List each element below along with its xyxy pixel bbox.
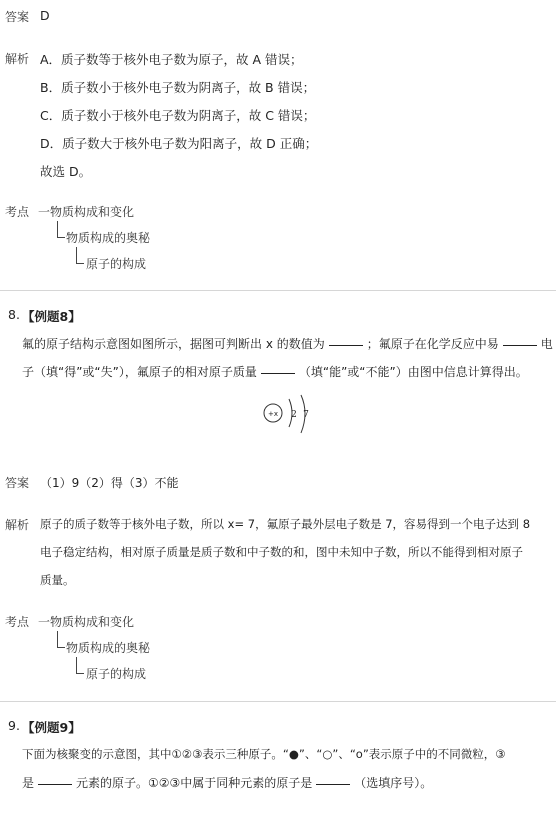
stem-text: （填“能”或“不能”）由图中信息计算得出。 xyxy=(298,365,528,379)
analysis-label: 解析 xyxy=(5,518,30,532)
atom-structure-diagram xyxy=(258,393,318,435)
tree-connector xyxy=(76,263,84,264)
section-divider xyxy=(0,290,556,291)
stem-text: 氟的原子结构示意图如图所示，据图可判断出 x 的数值为 xyxy=(22,337,325,351)
question-title: 【例题9】 xyxy=(22,720,81,735)
question-stem-line2 xyxy=(22,774,432,791)
tree-connector xyxy=(57,221,58,238)
analysis-line: 原子的质子数等于核外电子数，所以 x= 7，氟原子最外层电子数是 7，容易得到一个电子达到 8 xyxy=(40,517,531,531)
question-number: 8. xyxy=(8,307,20,322)
question-number: 9. xyxy=(8,718,20,733)
stem-text: 电 xyxy=(540,337,553,351)
stem-text: 子（填“得”或“失”），氟原子的相对原子质量 xyxy=(22,365,257,379)
answer-blank xyxy=(261,372,295,374)
analysis-line: 故选 D。 xyxy=(40,164,92,179)
tree-connector xyxy=(76,247,77,264)
analysis-line: 电子稳定结构，相对原子质量是质子数和中子数的和，图中未知中子数，所以不能得到相对原子 xyxy=(40,545,523,559)
analysis-line: D．质子数大于核外电子数为阳离子，故 D 正确； xyxy=(40,136,318,151)
section-divider xyxy=(0,701,556,702)
answer-label: 答案 xyxy=(5,10,30,24)
answer-value: D xyxy=(40,8,50,23)
tree-leaf: 原子的构成 xyxy=(86,257,147,271)
answer-blank xyxy=(38,783,72,785)
analysis-label: 解析 xyxy=(5,52,30,66)
tree-root: 一物质构成和变化 xyxy=(38,205,135,219)
analysis-line: A．质子数等于核外电子数为原子，故 A 错误； xyxy=(40,52,303,67)
tree-connector xyxy=(76,673,84,674)
tree-connector xyxy=(57,631,58,648)
tree-connector xyxy=(57,237,65,238)
nucleus-label: +x xyxy=(267,410,279,418)
question-stem-line2 xyxy=(22,363,528,380)
answer-value: （1）9（2）得（3）不能 xyxy=(40,476,179,490)
stem-text: 元素的原子。①②③中属于同种元素的原子是 xyxy=(76,776,313,790)
stem-text: ；氟原子在化学反应中易 xyxy=(366,337,499,351)
kaodian-label: 考点 xyxy=(5,205,30,219)
answer-blank xyxy=(329,344,363,346)
analysis-line: B．质子数小于核外电子数为阴离子，故 B 错误； xyxy=(40,80,316,95)
stem-text: （选填序号）。 xyxy=(354,776,433,790)
shell-1-electrons: 2 xyxy=(291,410,297,420)
shell-2-electrons: 7 xyxy=(303,410,309,420)
kaodian-label: 考点 xyxy=(5,615,30,629)
tree-leaf: 原子的构成 xyxy=(86,667,147,681)
tree-child: 物质构成的奥秘 xyxy=(66,641,151,655)
answer-blank xyxy=(503,344,537,346)
question-stem-line1 xyxy=(22,335,553,352)
tree-child: 物质构成的奥秘 xyxy=(66,231,151,245)
question-stem-line1: 下面为核聚变的示意图，其中①②③表示三种原子。“●”、“○”、“ο”表示原子中的不同微粒，③ xyxy=(22,747,506,761)
analysis-line: C．质子数小于核外电子数为阴离子，故 C 错误； xyxy=(40,108,316,123)
analysis-line: 质量。 xyxy=(40,573,75,587)
tree-connector xyxy=(76,657,77,674)
tree-root: 一物质构成和变化 xyxy=(38,615,135,629)
answer-blank xyxy=(316,783,350,785)
stem-text: 是 xyxy=(22,776,35,790)
tree-connector xyxy=(57,647,65,648)
question-title: 【例题8】 xyxy=(22,309,81,324)
answer-label: 答案 xyxy=(5,476,30,490)
